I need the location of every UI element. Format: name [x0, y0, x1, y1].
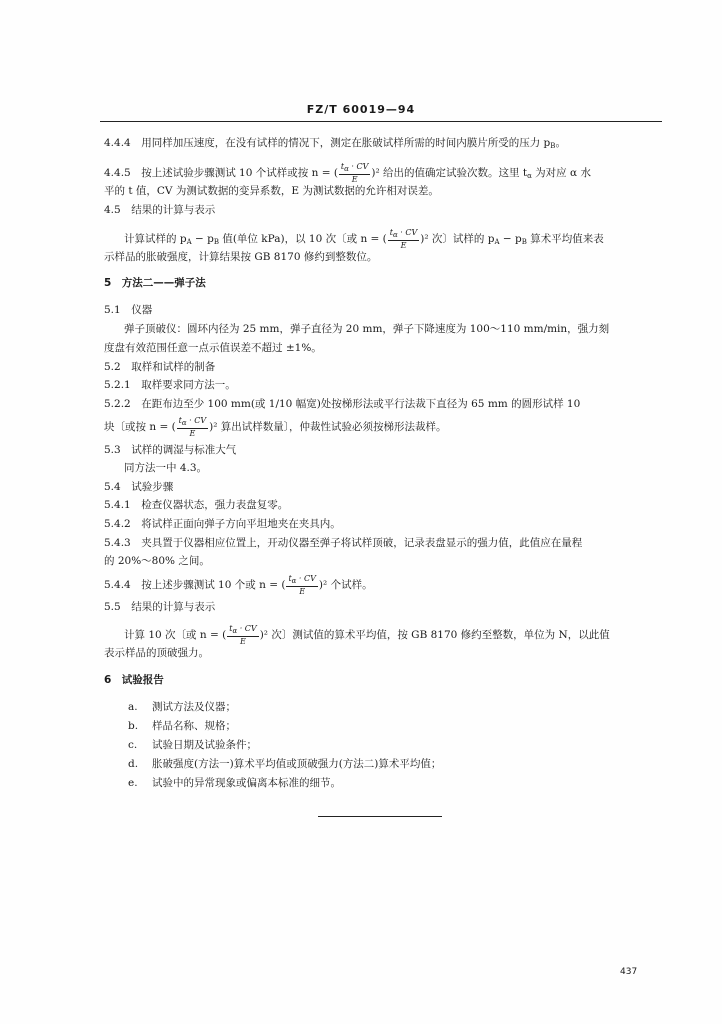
page-number: 437	[620, 967, 638, 977]
section-5-3-text: 同方法一中 4.3。	[124, 462, 208, 474]
section-5-5-text: 计算 10 次〔或 n = ( $\frac{t\alpha \cdot CV}{E}$ )² 次〕测试值的算术平均值，按 GB 8170 修约至整数，单位为 N，以此值	[124, 624, 610, 646]
header-rule	[100, 121, 662, 122]
clause-5-4-4: 5.4.4 按上述步骤测试 10 个或 n = ( $\frac{t\alpha \cdot CV}{E}$ )² 个试样。	[104, 574, 373, 596]
section-5-3-heading: 5.3 试样的调湿与标准大气	[104, 444, 237, 456]
clause-5-4-3-cont: 的 20%～80% 之间。	[104, 555, 210, 567]
section-5-2-heading: 5.2 取样和试样的制备	[104, 361, 216, 373]
clause-5-2-1: 5.2.1 取样要求同方法一。	[104, 379, 236, 391]
section-5-1-text: 弹子顶破仪：圆环内径为 25 mm，弹子直径为 20 mm，弹子下降速度为 100～110 mm/min，强力刻	[124, 323, 610, 335]
section-6-heading: 6 试验报告	[104, 674, 164, 686]
section-4-5-text: 计算试样的 $p_A - p_B$ 值(单位 kPa)，以 10 次〔或 n = ( $\frac{t\alpha \cdot CV}{E}$ )² 次〕试样的 $p_A - p_B$ 算术平均值来表	[124, 228, 604, 250]
section-4-5-heading: 4.5 结果的计算与表示	[104, 204, 216, 216]
section-5-1-text-cont: 度盘有效范围任意一点示值误差不超过 ±1%。	[104, 342, 322, 354]
section-4-5-text-cont: 示样品的胀破强度，计算结果按 GB 8170 修约到整数位。	[104, 251, 378, 263]
formula-fraction: $\frac{t\alpha \cdot CV}{E}$	[389, 228, 418, 250]
document-page: FZ/T 60019—94 4.4.4 用同样加压速度，在没有试样的情况下，测定在胀破试样所需的时间内膜片所受的压力 $p_B$。 4.4.5 按上述试验步骤测试 10 个试样或按 n = ( $\frac{t\alpha \cdot CV}{E}$ )² 给出的值确定试验次数。这里 $t_\alpha$ 为对应 α 水 平的 t 值，CV 为测试数据的变异系数，E 为测试数据的允许相对误差。 4.5 结果的计算与表示 计算试样的 $p_A - p_B$ 值(单位 kPa)，以 10 次〔或 n = ( $\frac{t\alpha \cdot CV}{E}$ )² 次〕试样的 $p_A - p_B$ 算术平均值来表 示样品的胀破强度，计算结果按 GB 8170 修约到整数位。 5 方法二——弹子法 5.1 仪器 弹子顶破仪：圆环内径为 25 mm，弹子直径为 20 mm，弹子下降速度为 100～110 mm/min，强力刻 度盘有效范围任意一点示值误差不超过 ±1%。 5.2 取样和试样的制备 5.2.1 取样要求同方法一。 5.2.2 在距布边至少 100 mm(或 1/10 幅宽)处按梯形法或平行法裁下直径为 65 mm 的圆形试样 10 块〔或按 n = ( $\frac{t\alpha \cdot CV}{E}$ )² 算出试样数量〕，仲裁性试验必须按梯形法裁样。 5.3 试样的调湿与标准大气 同方法一中 4.3。 5.4 试验步骤 5.4.1 检查仪器状态，强力表盘复零。 5.4.2 将试样正面向弹子方向平坦地夹在夹具内。 5.4.3 夹具置于仪器相应位置上，开动仪器至弹子将试样顶破，记录表盘显示的强力值，此值应在量程 的 20%～80% 之间。 5.4.4 按上述步骤测试 10 个或 n = ( $\frac{t\alpha \cdot CV}{E}$ )² 个试样。 5.5 结果的计算与表示 计算 10 次〔或 n = ( $\frac{t\alpha \cdot CV}{E}$ )² 次〕测试值的算术平均值，按 GB 8170 修约至整数，单位为 N，以此值 表示样品的顶破强力。 6 试验报告 a. 测试方法及仪器； b. 样品名称、规格； c. 试验日期及试验条件； d. 胀破强度(方法一)算术平均值或顶破强力(方法二)算术平均值； e. 试验中的异常现象或偏离本标准的细节。 437	[0, 0, 722, 1024]
section-5-5-heading: 5.5 结果的计算与表示	[104, 601, 216, 613]
clause-4-4-4: 4.4.4 用同样加压速度，在没有试样的情况下，测定在胀破试样所需的时间内膜片所受的压力 $p_B$。	[104, 137, 566, 150]
clause-5-4-2: 5.4.2 将试样正面向弹子方向平坦地夹在夹具内。	[104, 518, 341, 530]
clause-5-4-1: 5.4.1 检查仪器状态，强力表盘复零。	[104, 499, 289, 511]
clause-5-2-2: 5.2.2 在距布边至少 100 mm(或 1/10 幅宽)处按梯形法或平行法裁下直径为 65 mm 的圆形试样 10	[104, 398, 581, 410]
clause-4-4-5: 4.4.5 按上述试验步骤测试 10 个试样或按 n = ( $\frac{t\alpha \cdot CV}{E}$ )² 给出的值确定试验次数。这里 $t_\alpha$ 为对应 α 水	[104, 162, 591, 184]
formula-fraction: $\frac{t\alpha \cdot CV}{E}$	[229, 624, 257, 646]
section-5-heading: 5 方法二——弹子法	[104, 277, 206, 289]
section-5-5-text-cont: 表示样品的顶破强力。	[104, 647, 209, 659]
formula-fraction: $\frac{t\alpha \cdot CV}{E}$	[340, 162, 369, 184]
end-rule	[318, 816, 442, 817]
section-5-1-heading: 5.1 仪器	[104, 304, 153, 316]
clause-5-4-3: 5.4.3 夹具置于仪器相应位置上，开动仪器至弹子将试样顶破，记录表盘显示的强力值，此值应在量程	[104, 537, 583, 549]
formula-fraction: $\frac{t\alpha \cdot CV}{E}$	[288, 574, 316, 596]
section-5-4-heading: 5.4 试验步骤	[104, 481, 174, 493]
clause-5-2-2-cont: 块〔或按 n = ( $\frac{t\alpha \cdot CV}{E}$ )² 算出试样数量〕，仲裁性试验必须按梯形法裁样。	[104, 416, 447, 438]
doc-code-header: FZ/T 60019—94	[306, 103, 416, 116]
clause-4-4-5-cont: 平的 t 值，CV 为测试数据的变异系数，E 为测试数据的允许相对误差。	[104, 185, 439, 197]
formula-fraction: $\frac{t\alpha \cdot CV}{E}$	[178, 416, 207, 438]
